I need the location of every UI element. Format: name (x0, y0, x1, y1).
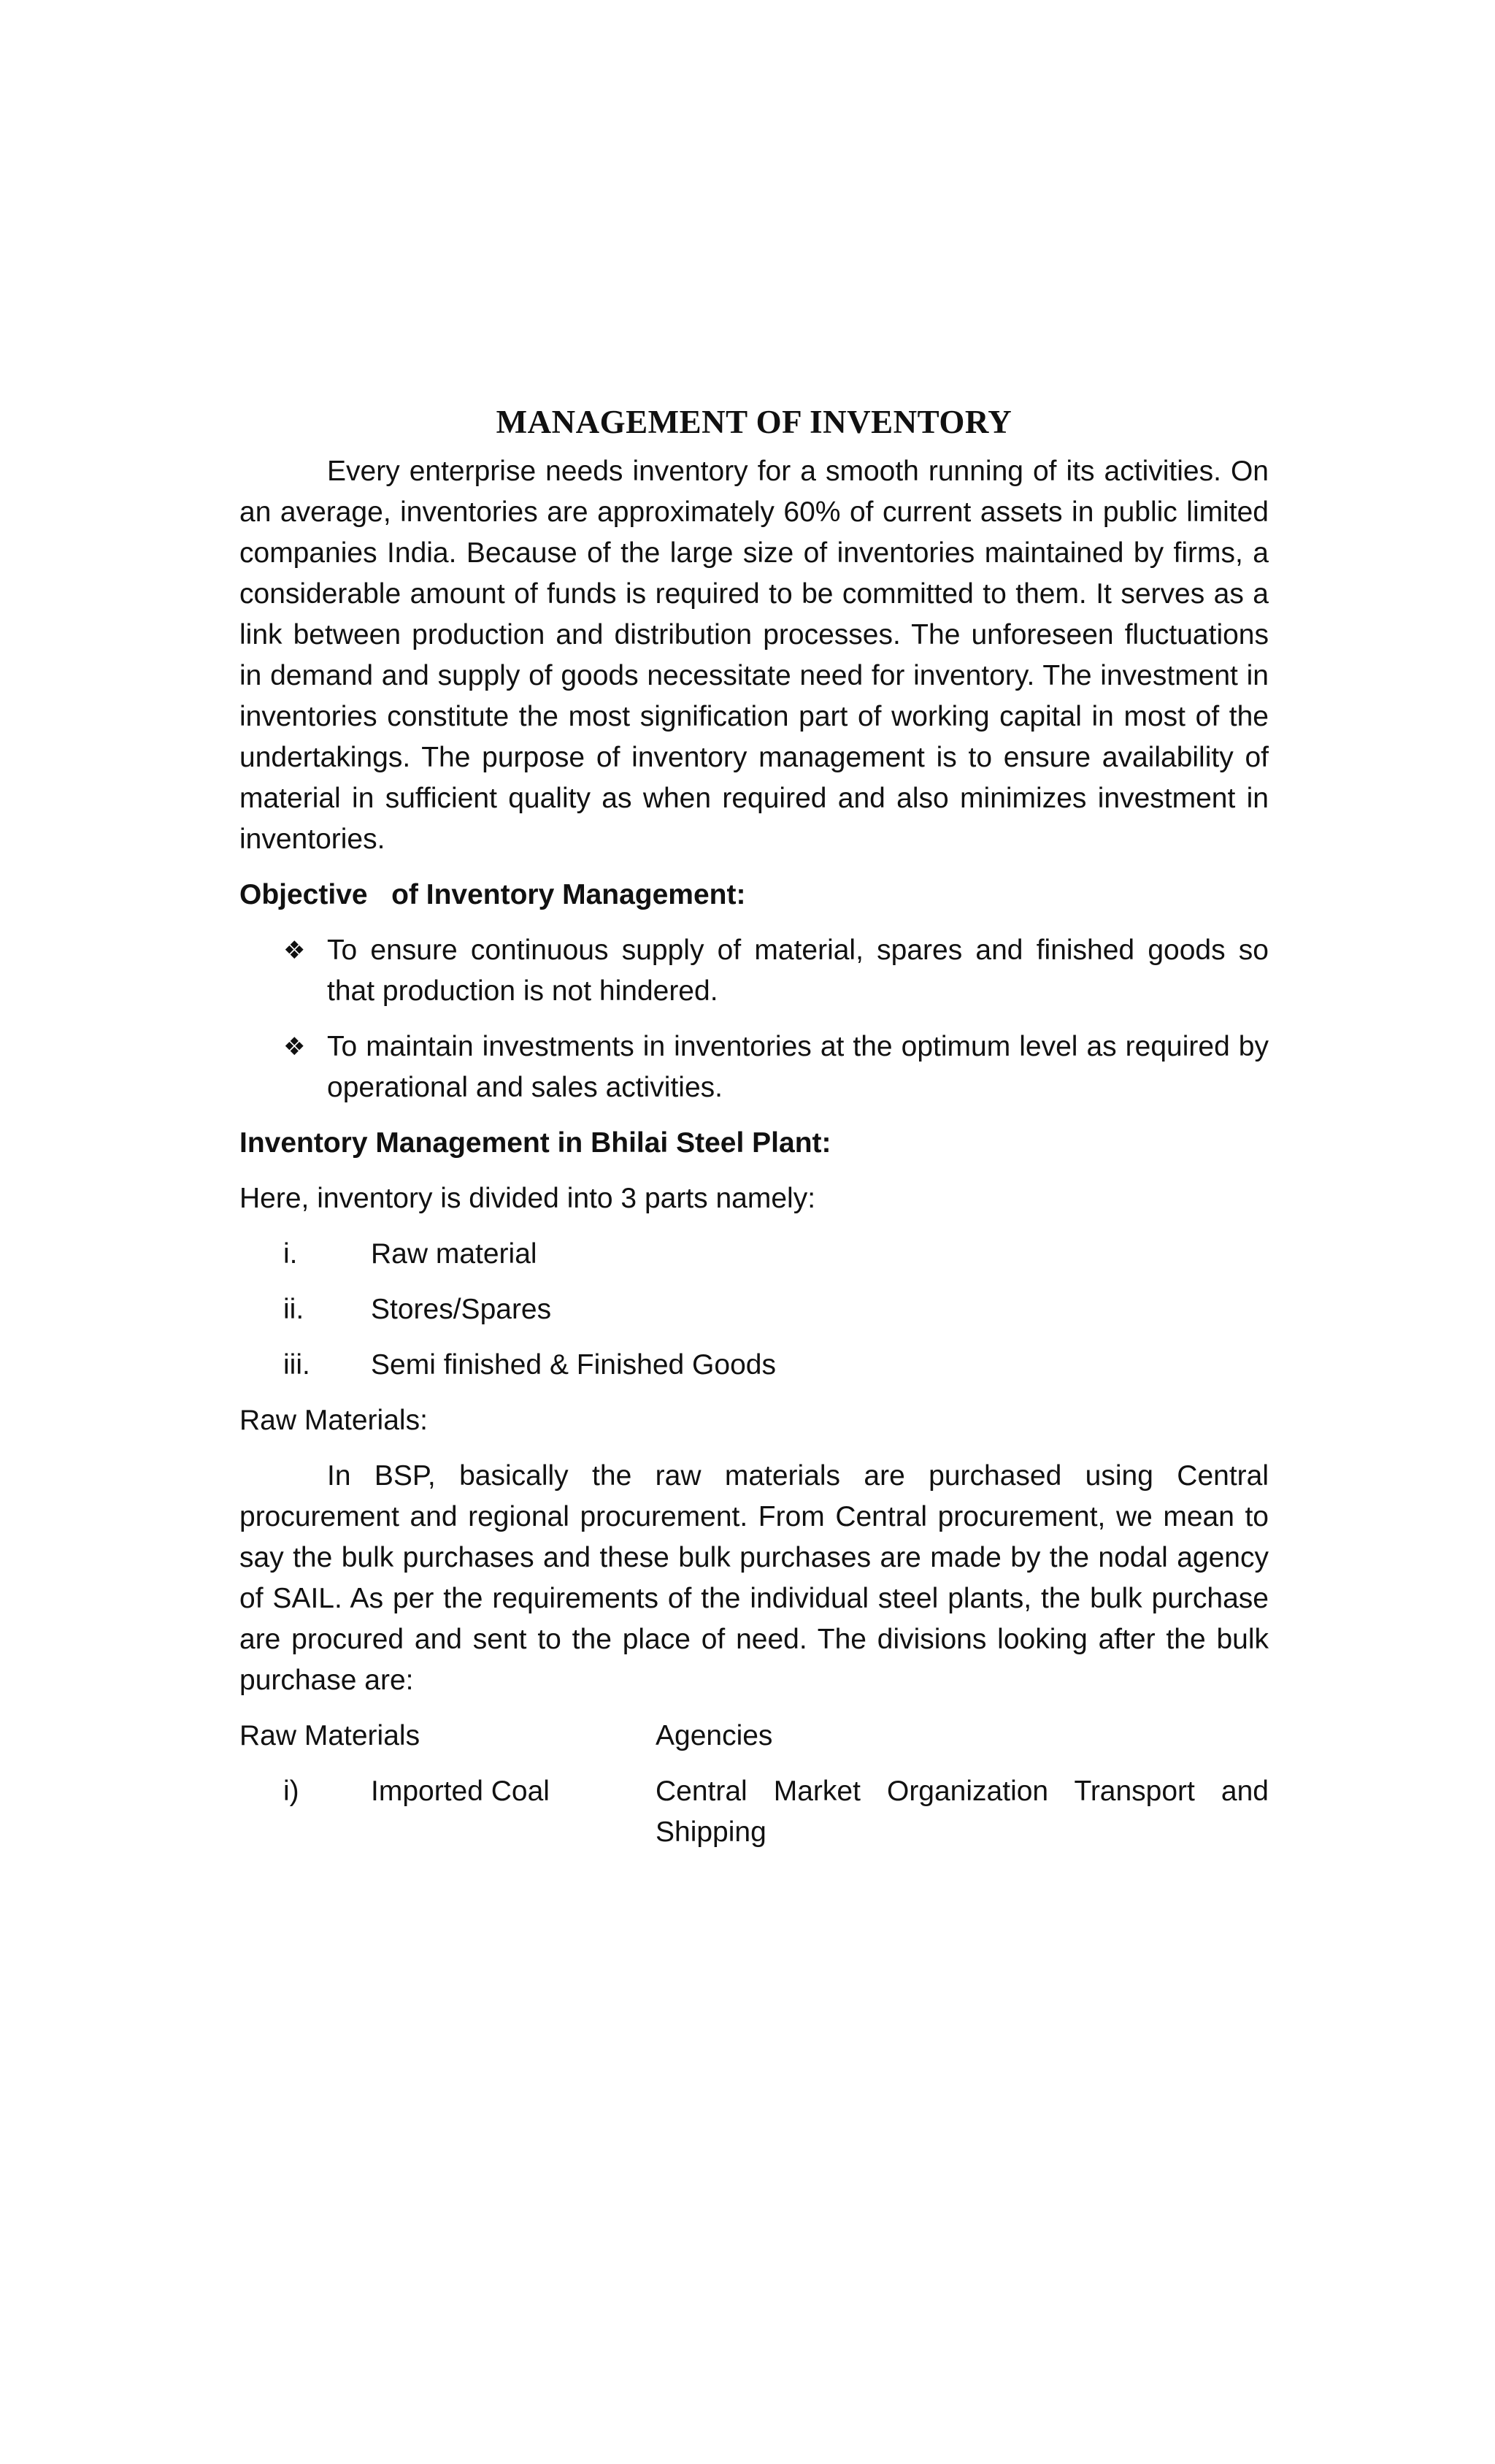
bsp-heading: Inventory Management in Bhilai Steel Plant: (239, 1127, 831, 1159)
list-item (239, 1289, 1269, 1330)
part-label: Raw material (371, 1238, 537, 1270)
objectives-list (239, 930, 1269, 1108)
part-label: Stores/Spares (371, 1294, 552, 1326)
diamond-bullet-icon: ❖ (283, 1032, 306, 1062)
raw-materials-paragraph: In BSP, basically the raw materials are purchased using Central procurement and regional procurement. From Central procurement, we mean to say the bulk purchases and these bulk purchases are made by the nodal agency of SAIL. As per the requirements of the individual steel plants, the bulk purchase are procured and sent to the place of need. The divisions looking after the bulk purchase are: (239, 1460, 1269, 1697)
list-item (239, 1234, 1269, 1275)
parts-list (239, 1234, 1269, 1386)
part-label: Semi finished & Finished Goods (371, 1349, 776, 1381)
material-cell (239, 1771, 656, 1853)
page-title: MANAGEMENT OF INVENTORY (496, 404, 1012, 440)
objective-text: To maintain investments in inventories at the optimum level as required by operational and sales activities. (327, 1031, 1269, 1104)
intro-paragraph: Every enterprise needs inventory for a smooth running of its activities. On an average, inventories are approximately 60% of current assets in public limited companies India. Because of the large size of inventories maintained by firms, a considerable amount of funds is required to be committed to them. It serves as a link between production and distribution processes. The unforeseen fluctuations in demand and supply of goods necessitate need for inventory. The investment in inventories constitute the most signification part of working capital in most of the undertakings. The purpose of inventory management is to ensure availability of material in sufficient quality as when required and also minimizes investment in inventories. (239, 456, 1269, 856)
list-number: ii. (283, 1294, 304, 1326)
list-item (239, 930, 1269, 1012)
list-item (239, 1026, 1269, 1108)
material-name: Imported Coal (371, 1776, 550, 1808)
table-header-row (239, 1716, 1269, 1757)
column-header-materials: Raw Materials (239, 1720, 420, 1752)
list-number: i. (283, 1238, 298, 1270)
objective-heading: Objective of Inventory Management: (239, 879, 746, 911)
agency-table (239, 1716, 1269, 1853)
table-row (239, 1771, 1269, 1853)
list-number: iii. (283, 1349, 310, 1381)
column-header-agencies: Agencies (656, 1720, 773, 1752)
document-page (239, 402, 1269, 1868)
divided-text: Here, inventory is divided into 3 parts namely: (239, 1183, 816, 1215)
agency-name: Central Market Organization Transport and Shipping (656, 1776, 1269, 1849)
list-item (239, 1345, 1269, 1386)
diamond-bullet-icon: ❖ (283, 936, 306, 966)
objective-text: To ensure continuous supply of material, spares and finished goods so that production is not hindered. (327, 934, 1269, 1008)
row-number: i) (283, 1776, 299, 1808)
raw-materials-label: Raw Materials: (239, 1405, 428, 1437)
